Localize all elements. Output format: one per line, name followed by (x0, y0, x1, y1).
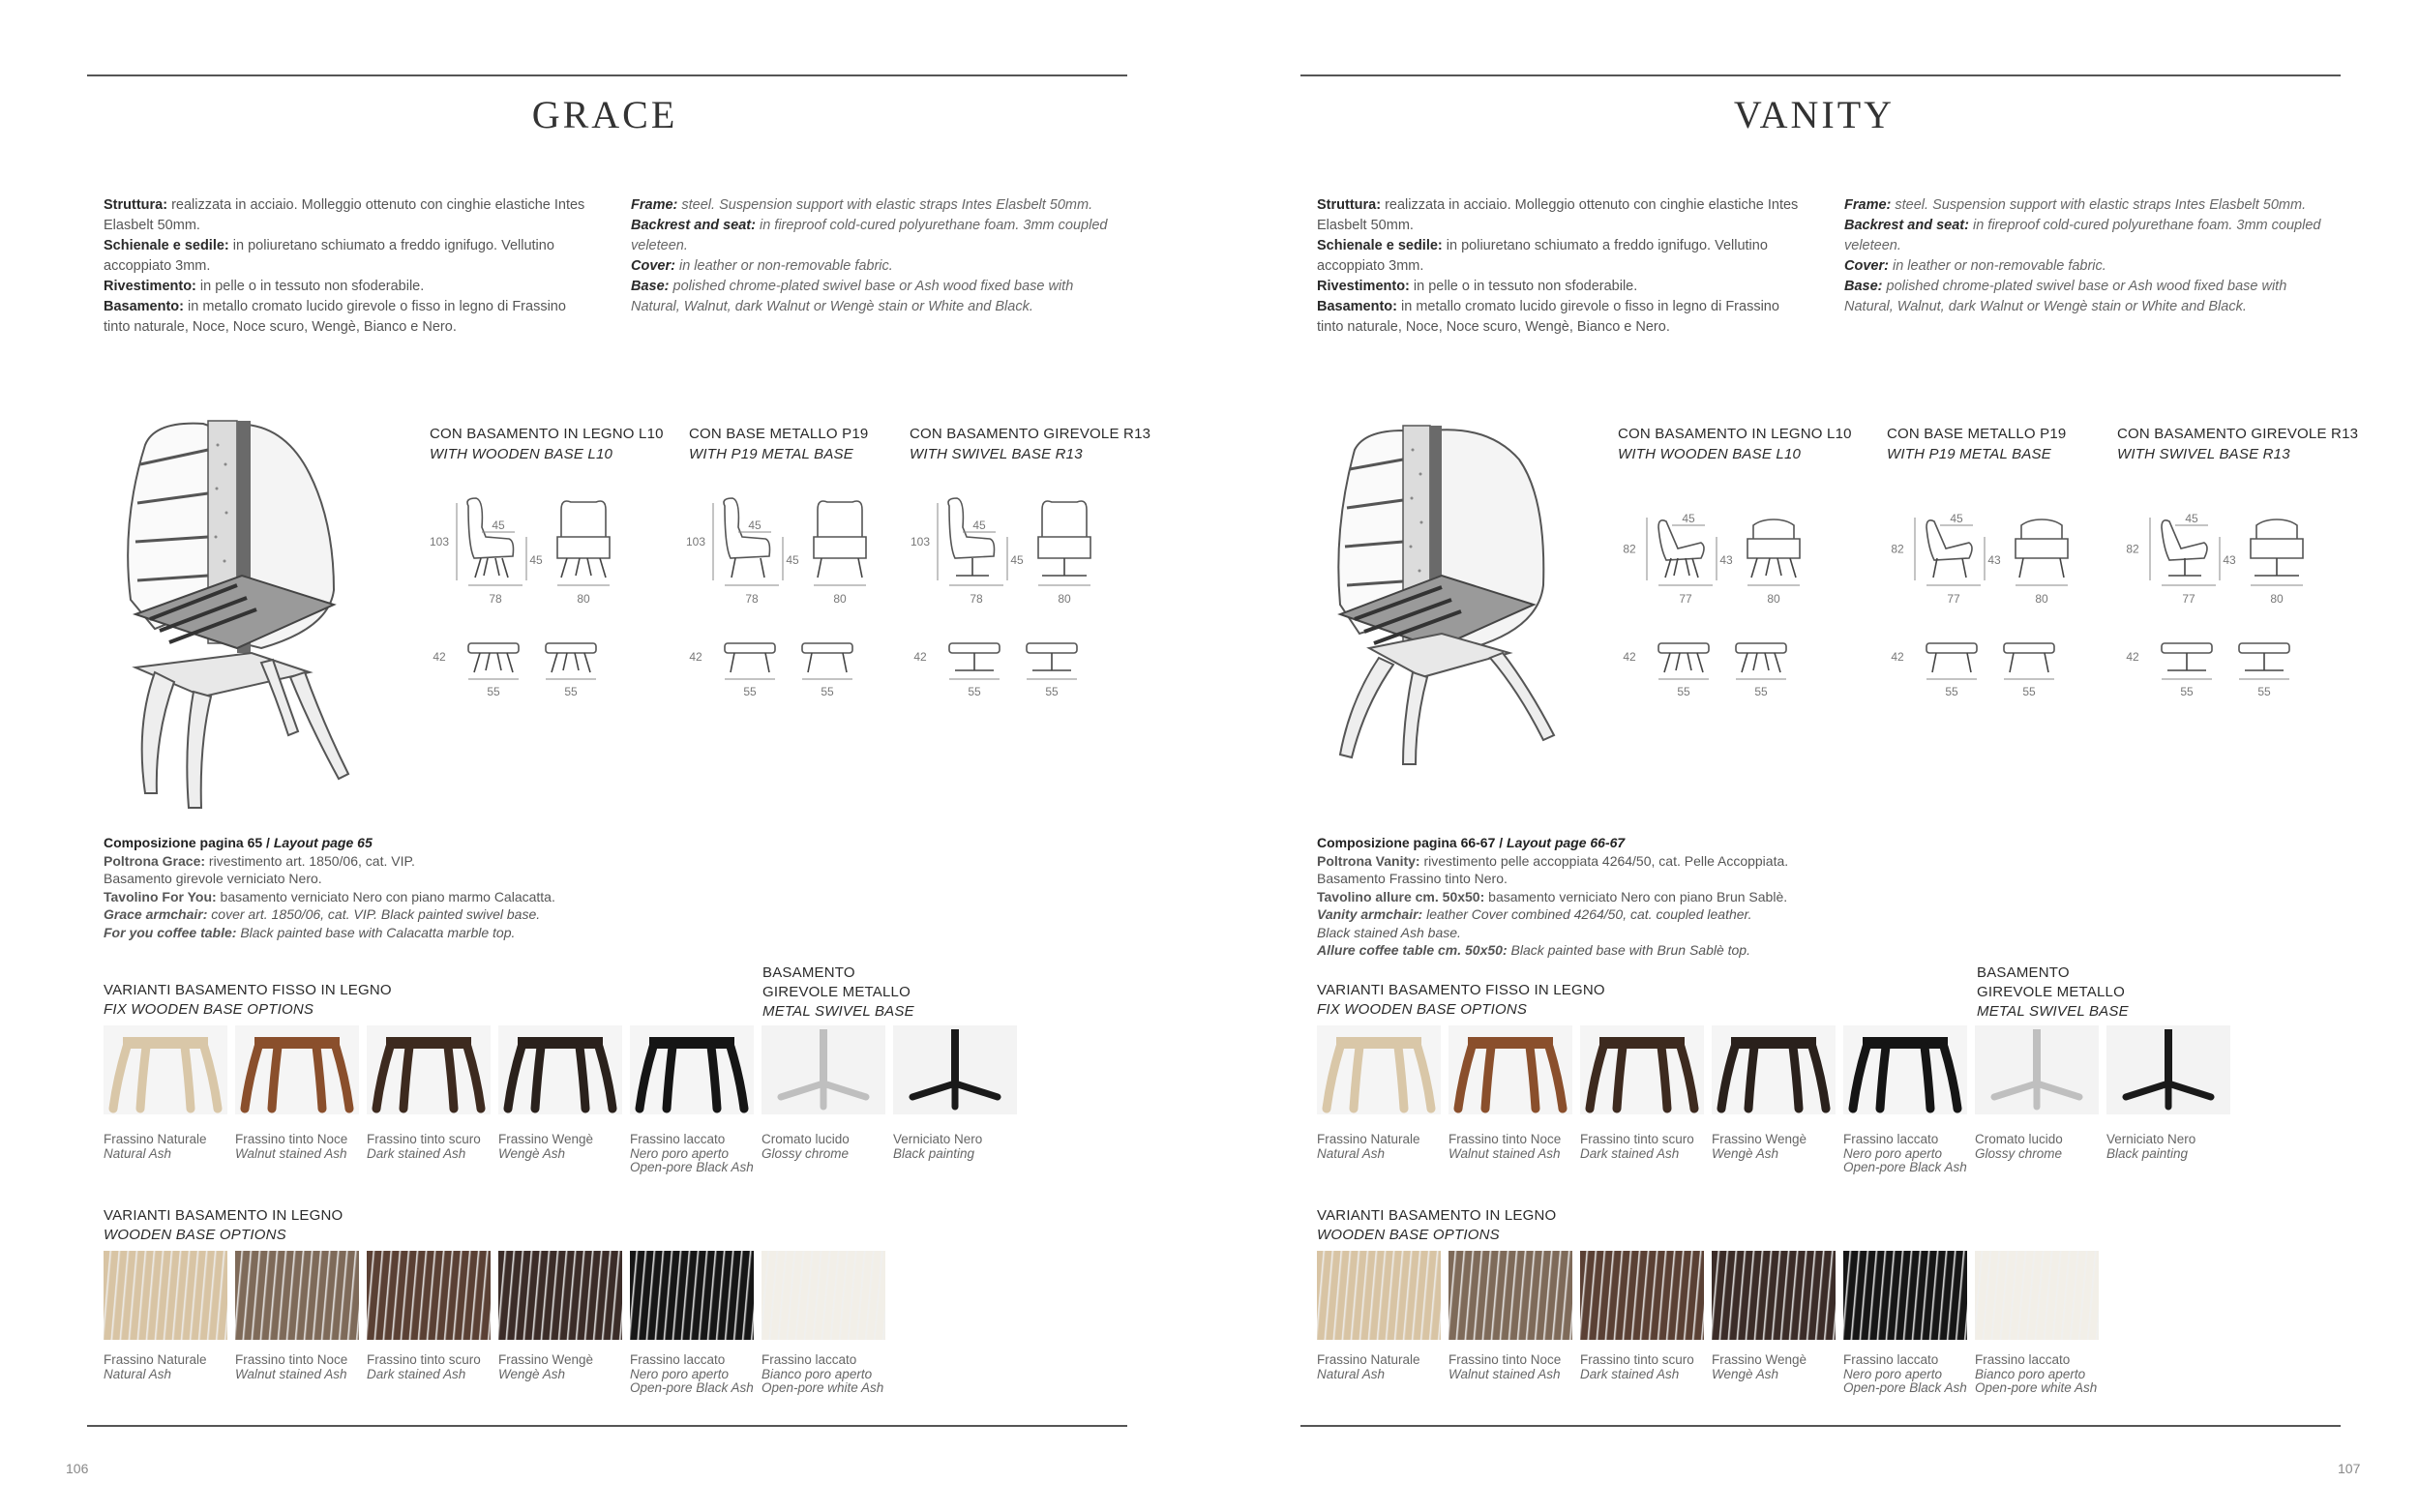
base-swatch-image (498, 1025, 622, 1114)
base-swatch-image (1975, 1025, 2099, 1114)
swatch-caption-it: Verniciato Nero (893, 1132, 983, 1146)
base-swatch-image (104, 1025, 227, 1114)
seat-height-label: 45 (1010, 553, 1024, 567)
swatch-caption-en: Glossy chrome (1975, 1145, 2063, 1161)
base-swatch (630, 1025, 754, 1175)
base-swatch (367, 1025, 491, 1175)
base-swatch (1317, 1025, 1441, 1175)
ottoman-depth-label: 55 (1045, 685, 1059, 698)
swatch-caption-en: Nero poro aperto (1843, 1145, 1943, 1161)
swatch-caption-it: Frassino tinto scuro (1580, 1132, 1694, 1146)
wood-swatch (235, 1251, 359, 1396)
swatch-caption-it: Frassino Wengè (498, 1132, 594, 1146)
chair-side-view (467, 498, 514, 578)
armchair-cutaway-illustration (116, 406, 358, 813)
swatch-caption-it: Frassino laccato (630, 1132, 726, 1146)
ottoman-front-view (2004, 643, 2054, 672)
swatch-caption-it: Frassino laccato (630, 1352, 726, 1367)
swatch-caption-en: Walnut stained Ash (235, 1366, 347, 1381)
wood-swatch-color (1843, 1251, 1967, 1340)
ottoman-width-label: 55 (487, 685, 500, 698)
dimension-svg (1616, 489, 1838, 721)
ottoman-side-view (2162, 643, 2212, 670)
fixed-base-heading: VARIANTI BASAMENTO FISSO IN LEGNO FIX WOODEN BASE OPTIONS (104, 982, 392, 1018)
seat-depth-label: 45 (748, 519, 762, 532)
chair-front-view (557, 501, 610, 578)
fixed-base-heading: VARIANTI BASAMENTO FISSO IN LEGNO FIX WOODEN BASE OPTIONS (1317, 982, 1605, 1018)
ottoman-width-label: 55 (968, 685, 981, 698)
depth-label: 80 (2270, 592, 2284, 606)
height-label: 82 (1623, 542, 1636, 556)
base-swatch (104, 1025, 227, 1175)
base-swatch-image (235, 1025, 359, 1114)
swatch-caption-en: Nero poro aperto (1843, 1366, 1943, 1381)
swatch-caption-en: Bianco poro aperto (762, 1366, 873, 1381)
base-swatch-image (2106, 1025, 2230, 1114)
chair-side-view (724, 498, 770, 578)
seat-depth-label: 45 (1682, 512, 1695, 525)
wood-swatch-color (1317, 1251, 1441, 1340)
ottoman-side-view (1926, 643, 1977, 672)
base-swatch-image (1580, 1025, 1704, 1114)
armchair-cutaway-illustration (1326, 411, 1568, 779)
swatch-caption-en: Natural Ash (104, 1145, 172, 1161)
base-swatch-image (1448, 1025, 1572, 1114)
seat-depth-label: 45 (492, 519, 505, 532)
width-label: 78 (970, 592, 983, 606)
ottoman-side-view (949, 643, 1000, 670)
ottoman-height-label: 42 (1891, 650, 1904, 664)
wood-swatch-color (498, 1251, 622, 1340)
config-metal-base: CON BASE METALLO P19 WITH P19 METAL BASE (689, 426, 869, 462)
swatch-caption-en: Walnut stained Ash (235, 1145, 347, 1161)
ottoman-height-label: 42 (2126, 650, 2139, 664)
page-number: 107 (2338, 1461, 2361, 1476)
width-label: 77 (2182, 592, 2195, 606)
base-swatch (1448, 1025, 1572, 1175)
ottoman-depth-label: 55 (2022, 685, 2036, 698)
ottoman-front-view (1027, 643, 1077, 670)
swatch-caption-extra: Open-pore Black Ash (1843, 1380, 1967, 1395)
wood-finish-swatches (104, 1251, 893, 1396)
swatch-caption-extra: Open-pore Black Ash (630, 1380, 754, 1395)
swatch-caption-en: Wengè Ash (498, 1145, 566, 1161)
height-label: 82 (2126, 542, 2139, 556)
ottoman-height-label: 42 (689, 650, 702, 664)
description-english: Frame: steel. Suspension support with elastic straps Intes Elasbelt 50mm. Backrest and seat: in fireproof cold-cured polyurethane foam. 3mm coupled veleteen. Cover: in leather or non-removable fabric. Base: polished chrome-plated swivel base or Ash wood fixed base with Natural, Walnut, dark Walnut or Wengè stain or White and Black. (1844, 197, 2321, 314)
base-swatch-image (367, 1025, 491, 1114)
wood-swatch (1712, 1251, 1836, 1396)
wood-swatch-color (630, 1251, 754, 1340)
swatch-caption-en: Dark stained Ash (1580, 1366, 1680, 1381)
wood-swatch-color (1580, 1251, 1704, 1340)
swatch-caption-it: Cromato lucido (762, 1132, 850, 1146)
swivel-base-heading: BASAMENTO GIREVOLE METALLO METAL SWIVEL BASE (762, 964, 914, 1020)
swatch-caption-it: Frassino tinto scuro (367, 1132, 481, 1146)
base-swatch (2106, 1025, 2230, 1175)
base-swatch-image (1317, 1025, 1441, 1114)
seat-depth-label: 45 (2185, 512, 2198, 525)
width-label: 77 (1947, 592, 1960, 606)
wood-swatch-color (1712, 1251, 1836, 1340)
swatch-caption-en: Dark stained Ash (367, 1366, 466, 1381)
height-label: 82 (1891, 542, 1904, 556)
width-label: 77 (1679, 592, 1692, 606)
width-label: 78 (489, 592, 502, 606)
base-swatch (235, 1025, 359, 1175)
description-italian: Struttura: realizzata in acciaio. Molleggio ottenuto con cinghie elastiche Intes Elasbelt 50mm. Schienale e sedile: in poliuretano schiumato a freddo ignifugo. Vellutino accoppiato 3mm. Rivestimento: in pelle o in tessuto non sfoderabile. Basamento: in metallo cromato lucido girevole o fisso in legno di Frassino tinto naturale, Noce, Noce scuro, Wengè, Bianco e Nero. (104, 197, 585, 335)
chair-front-view (1747, 519, 1800, 578)
wood-swatch (1580, 1251, 1704, 1396)
swatch-caption-it: Frassino Naturale (1317, 1132, 1420, 1146)
fixed-base-swatches (1317, 1025, 2238, 1175)
swatch-caption-it: Frassino Wengè (1712, 1352, 1807, 1367)
base-swatch-image (762, 1025, 885, 1114)
seat-depth-label: 45 (1950, 512, 1963, 525)
seat-height-label: 43 (1987, 553, 2001, 567)
dimension-drawing-wooden (1616, 489, 1838, 726)
config-swivel-base: CON BASAMENTO GIREVOLE R13 WITH SWIVEL BASE R13 (2117, 426, 2359, 462)
ottoman-front-view (1736, 643, 1786, 672)
bottom-rule (1300, 1425, 2341, 1427)
swatch-caption-en: Dark stained Ash (367, 1145, 466, 1161)
top-rule (87, 74, 1127, 76)
dimension-svg (2119, 489, 2342, 721)
dimension-svg (907, 489, 1129, 721)
swatch-caption-extra: Open-pore Black Ash (1843, 1160, 1967, 1174)
chair-side-view (948, 498, 995, 576)
wood-swatch-color (104, 1251, 227, 1340)
seat-height-label: 45 (529, 553, 543, 567)
config-swivel-base: CON BASAMENTO GIREVOLE R13 WITH SWIVEL BASE R13 (910, 426, 1151, 462)
swatch-caption-it: Verniciato Nero (2106, 1132, 2196, 1146)
swatch-caption-it: Frassino laccato (1843, 1132, 1939, 1146)
wood-swatch-color (367, 1251, 491, 1340)
swatch-caption-it: Frassino tinto Noce (1448, 1132, 1562, 1146)
swatch-caption-en: Natural Ash (1317, 1145, 1386, 1161)
seat-height-label: 45 (786, 553, 799, 567)
swatch-caption-en: Walnut stained Ash (1448, 1366, 1561, 1381)
swatch-caption-it: Frassino tinto Noce (235, 1132, 348, 1146)
wood-swatch (762, 1251, 885, 1396)
swatch-caption-extra: Open-pore white Ash (762, 1380, 884, 1395)
swatch-caption-en: Nero poro aperto (630, 1145, 730, 1161)
wood-swatch (367, 1251, 491, 1396)
seat-height-label: 43 (1719, 553, 1733, 567)
base-swatch (762, 1025, 885, 1175)
dimension-svg (426, 489, 648, 721)
ottoman-front-view (546, 643, 596, 672)
swivel-base-heading: BASAMENTO GIREVOLE METALLO METAL SWIVEL BASE (1977, 964, 2129, 1020)
wood-swatch (1317, 1251, 1441, 1396)
base-swatch (1712, 1025, 1836, 1175)
base-swatch (893, 1025, 1017, 1175)
top-rule (1300, 74, 2341, 76)
ottoman-width-label: 55 (1945, 685, 1958, 698)
wood-swatch-color (762, 1251, 885, 1340)
depth-label: 80 (1767, 592, 1780, 606)
swatch-caption-it: Frassino Naturale (104, 1132, 207, 1146)
chair-side-view (1658, 520, 1704, 578)
dimension-drawing-metal (1884, 489, 2106, 726)
dimension-drawing-swivel (2119, 489, 2342, 726)
config-wooden-base: CON BASAMENTO IN LEGNO L10 WITH WOODEN BASE L10 (1618, 426, 1852, 462)
page-title: VANITY (1733, 93, 1896, 136)
seat-height-label: 43 (2223, 553, 2236, 567)
swatch-caption-it: Frassino tinto Noce (235, 1352, 348, 1367)
ottoman-width-label: 55 (1677, 685, 1690, 698)
depth-label: 80 (833, 592, 847, 606)
swatch-caption-it: Frassino Wengè (498, 1352, 594, 1367)
swatch-caption-en: Bianco poro aperto (1975, 1366, 2086, 1381)
base-swatch-image (630, 1025, 754, 1114)
swatch-caption-it: Frassino laccato (762, 1352, 857, 1367)
swatch-caption-it: Frassino Wengè (1712, 1132, 1807, 1146)
ottoman-depth-label: 55 (564, 685, 578, 698)
swatch-caption-it: Frassino tinto Noce (1448, 1352, 1562, 1367)
swatch-caption-en: Wengè Ash (1712, 1145, 1779, 1161)
dimension-drawing-metal (682, 489, 905, 726)
swatch-caption-en: Natural Ash (1317, 1366, 1386, 1381)
swatch-caption-it: Frassino Naturale (1317, 1352, 1420, 1367)
page-title: GRACE (531, 93, 678, 136)
swatch-caption-en: Walnut stained Ash (1448, 1145, 1561, 1161)
width-label: 78 (745, 592, 759, 606)
ottoman-height-label: 42 (1623, 650, 1636, 664)
ottoman-front-view (802, 643, 852, 672)
ottoman-height-label: 42 (433, 650, 446, 664)
page-number: 106 (66, 1461, 89, 1476)
config-wooden-base: CON BASAMENTO IN LEGNO L10 WITH WOODEN BASE L10 (430, 426, 664, 462)
wood-swatch (1843, 1251, 1967, 1396)
ottoman-depth-label: 55 (1754, 685, 1768, 698)
composition-notes: Composizione pagina 66-67 / Layout page 66-67 Poltrona Vanity: rivestimento pelle accoppiata 4264/50, cat. Pelle Accoppiata. Basamento Frassino tinto Nero. Tavolino allure cm. 50x50: basamento verniciato Nero con piano Brun Sablè. Vanity armchair: leather Cover combined 4264/50, cat. coupled leather. Black stained Ash base. Allure coffee table cm. 50x50: Black painted base with Brun Sablè top. (1317, 835, 1789, 958)
ottoman-side-view (1658, 643, 1709, 672)
swatch-caption-en: Dark stained Ash (1580, 1145, 1680, 1161)
swatch-caption-it: Frassino Naturale (104, 1352, 207, 1367)
description-english: Frame: steel. Suspension support with elastic straps Intes Elasbelt 50mm. Backrest and seat: in fireproof cold-cured polyurethane foam. 3mm coupled veleteen. Cover: in leather or non-removable fabric. Base: polished chrome-plated swivel base or Ash wood fixed base with Natural, Walnut, dark Walnut or Wengè stain or White and Black. (631, 197, 1108, 314)
swatch-caption-en: Natural Ash (104, 1366, 172, 1381)
ottoman-side-view (468, 643, 519, 672)
wood-swatch-heading: VARIANTI BASAMENTO IN LEGNO WOODEN BASE OPTIONS (1317, 1207, 1557, 1243)
composition-notes: Composizione pagina 65 / Layout page 65 Poltrona Grace: rivestimento art. 1850/06, cat. VIP. Basamento girevole verniciato Nero. Tavolino For You: basamento verniciato Nero con piano marmo Calacatta. Grace armchair: cover art. 1850/06, cat. VIP. Black painted swivel base. For you coffee table: Black painted base with Calacatta marble top. (104, 835, 555, 940)
wood-swatch (1448, 1251, 1572, 1396)
chair-front-view (814, 501, 866, 578)
swatch-caption-extra: Open-pore white Ash (1975, 1380, 2098, 1395)
base-swatch-image (1843, 1025, 1967, 1114)
swatch-caption-it: Cromato lucido (1975, 1132, 2063, 1146)
swatch-caption-en: Nero poro aperto (630, 1366, 730, 1381)
ottoman-depth-label: 55 (821, 685, 834, 698)
description-italian: Struttura: realizzata in acciaio. Molleggio ottenuto con cinghie elastiche Intes Elasbelt 50mm. Schienale e sedile: in poliuretano schiumato a freddo ignifugo. Vellutino accoppiato 3mm. Rivestimento: in pelle o in tessuto non sfoderabile. Basamento: in metallo cromato lucido girevole o fisso in legno di Frassino tinto naturale, Noce, Noce scuro, Wengè, Bianco e Nero. (1317, 197, 1799, 335)
wood-swatch (630, 1251, 754, 1396)
base-swatch (1975, 1025, 2099, 1175)
base-swatch-image (893, 1025, 1017, 1114)
height-label: 103 (429, 535, 450, 548)
wood-finish-swatches (1317, 1251, 2106, 1396)
chair-front-view (1038, 501, 1090, 576)
chair-front-view (2251, 519, 2303, 576)
swatch-caption-en: Wengè Ash (498, 1366, 566, 1381)
depth-label: 80 (2035, 592, 2048, 606)
chair-side-view (1926, 520, 1972, 578)
fixed-base-swatches (104, 1025, 1025, 1175)
page-vanity (1210, 0, 2419, 1512)
ottoman-depth-label: 55 (2257, 685, 2271, 698)
wood-swatch-color (1975, 1251, 2099, 1340)
swatch-caption-extra: Open-pore Black Ash (630, 1160, 754, 1174)
dimension-svg (1884, 489, 2106, 721)
swatch-caption-en: Wengè Ash (1712, 1366, 1779, 1381)
wood-swatch (498, 1251, 622, 1396)
dimension-svg (682, 489, 905, 721)
base-swatch-image (1712, 1025, 1836, 1114)
bottom-rule (87, 1425, 1127, 1427)
dimension-drawing-wooden (426, 489, 648, 726)
base-swatch (1843, 1025, 1967, 1175)
swatch-caption-en: Glossy chrome (762, 1145, 850, 1161)
swatch-caption-en: Black painting (893, 1145, 975, 1161)
base-swatch (1580, 1025, 1704, 1175)
depth-label: 80 (1058, 592, 1071, 606)
wood-swatch (1975, 1251, 2099, 1396)
chair-front-view (2016, 519, 2068, 578)
depth-label: 80 (577, 592, 590, 606)
swatch-caption-it: Frassino laccato (1975, 1352, 2071, 1367)
dimension-drawing-swivel (907, 489, 1129, 726)
ottoman-side-view (725, 643, 775, 672)
wood-swatch-color (1448, 1251, 1572, 1340)
swatch-caption-en: Black painting (2106, 1145, 2189, 1161)
wood-swatch (104, 1251, 227, 1396)
height-label: 103 (910, 535, 931, 548)
base-swatch (498, 1025, 622, 1175)
ottoman-height-label: 42 (913, 650, 927, 664)
ottoman-width-label: 55 (2180, 685, 2194, 698)
ottoman-front-view (2239, 643, 2289, 670)
swatch-caption-it: Frassino tinto scuro (367, 1352, 481, 1367)
chair-side-view (2162, 520, 2207, 576)
height-label: 103 (685, 535, 706, 548)
wood-swatch-color (235, 1251, 359, 1340)
swatch-caption-it: Frassino laccato (1843, 1352, 1939, 1367)
config-metal-base: CON BASE METALLO P19 WITH P19 METAL BASE (1887, 426, 2067, 462)
wood-swatch-heading: VARIANTI BASAMENTO IN LEGNO WOODEN BASE OPTIONS (104, 1207, 343, 1243)
swatch-caption-it: Frassino tinto scuro (1580, 1352, 1694, 1367)
seat-depth-label: 45 (972, 519, 986, 532)
ottoman-width-label: 55 (743, 685, 757, 698)
